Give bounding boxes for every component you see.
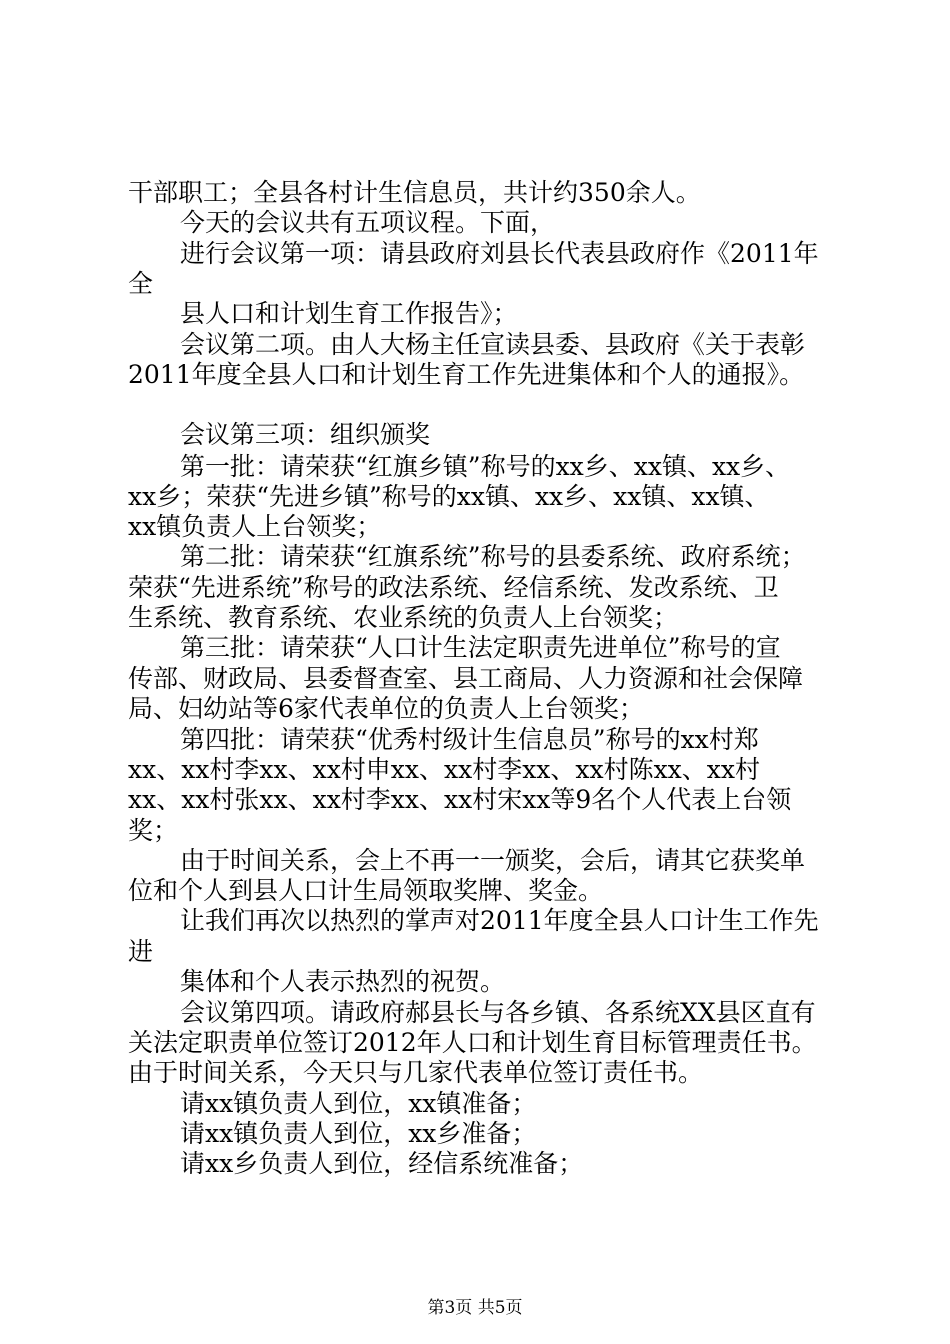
- text-line: 请xx乡负责人到位，经信系统准备；: [180, 1149, 584, 1178]
- text-line: 会议第二项。由人大杨主任宣读县委、县政府《关于表彰: [180, 330, 806, 359]
- text-line: xx镇负责人上台领奖；: [128, 512, 382, 541]
- text-line: 荣获“先进系统”称号的政法系统、经信系统、发改系统、卫: [128, 573, 779, 602]
- text-line: 集体和个人表示热烈的祝贺。: [180, 967, 506, 996]
- text-line: 进行会议第一项：请县政府刘县长代表县政府作《2011年: [180, 239, 819, 268]
- text-line: 会议第四项。请政府郝县长与各乡镇、各系统XX县区直有: [180, 998, 816, 1027]
- text-line: 让我们再次以热烈的掌声对2011年度全县人口计生工作先: [180, 906, 819, 935]
- text-line: 第二批：请荣获“红旗系统”称号的县委系统、政府系统；: [180, 542, 806, 571]
- text-line: 第三批：请荣获“人口计生法定职责先进单位”称号的宣: [180, 633, 781, 662]
- text-line: 县人口和计划生育工作报告》；: [180, 299, 518, 328]
- text-line: 由于时间关系，今天只与几家代表单位签订责任书。: [128, 1058, 704, 1087]
- text-line: 关法定职责单位签订2012年人口和计划生育目标管理责任书。: [128, 1028, 817, 1057]
- text-line: 传部、财政局、县委督查室、县工商局、人力资源和社会保障: [128, 664, 804, 693]
- text-line: 今天的会议共有五项议程。下面，: [180, 208, 556, 237]
- text-line: xx、xx村张xx、xx村李xx、xx村宋xx等9名个人代表上台领: [128, 785, 792, 814]
- text-line: 干部职工；全县各村计生信息员，共计约350余人。: [128, 178, 701, 207]
- text-line: 进: [128, 937, 154, 966]
- text-line: 由于时间关系，会上不再一一颁奖，会后，请其它获奖单: [180, 846, 806, 875]
- text-line: 奖；: [128, 816, 179, 845]
- text-line: xx、xx村李xx、xx村申xx、xx村李xx、xx村陈xx、xx村: [128, 755, 760, 784]
- text-line: 请xx镇负责人到位，xx镇准备；: [180, 1089, 537, 1118]
- text-line: 第一批：请荣获“红旗乡镇”称号的xx乡、xx镇、xx乡、: [180, 452, 791, 481]
- page-footer: 第3页 共5页: [427, 1298, 523, 1318]
- text-line: 请xx镇负责人到位，xx乡准备；: [180, 1119, 537, 1148]
- text-line: 2011年度全县人口和计划生育工作先进集体和个人的通报》。: [128, 360, 805, 389]
- text-line: 局、妇幼站等6家代表单位的负责人上台领奖；: [128, 694, 644, 723]
- text-line: xx乡；荣获“先进乡镇”称号的xx镇、xx乡、xx镇、xx镇、: [128, 482, 770, 511]
- text-line: 第四批：请荣获“优秀村级计生信息员”称号的xx村郑: [180, 725, 759, 754]
- text-line: 生系统、教育系统、农业系统的负责人上台领奖；: [128, 603, 679, 632]
- text-line: 会议第三项：组织颁奖: [180, 420, 431, 449]
- text-line: 位和个人到县人口计生局领取奖牌、奖金。: [128, 876, 604, 905]
- text-line: 全: [128, 269, 154, 298]
